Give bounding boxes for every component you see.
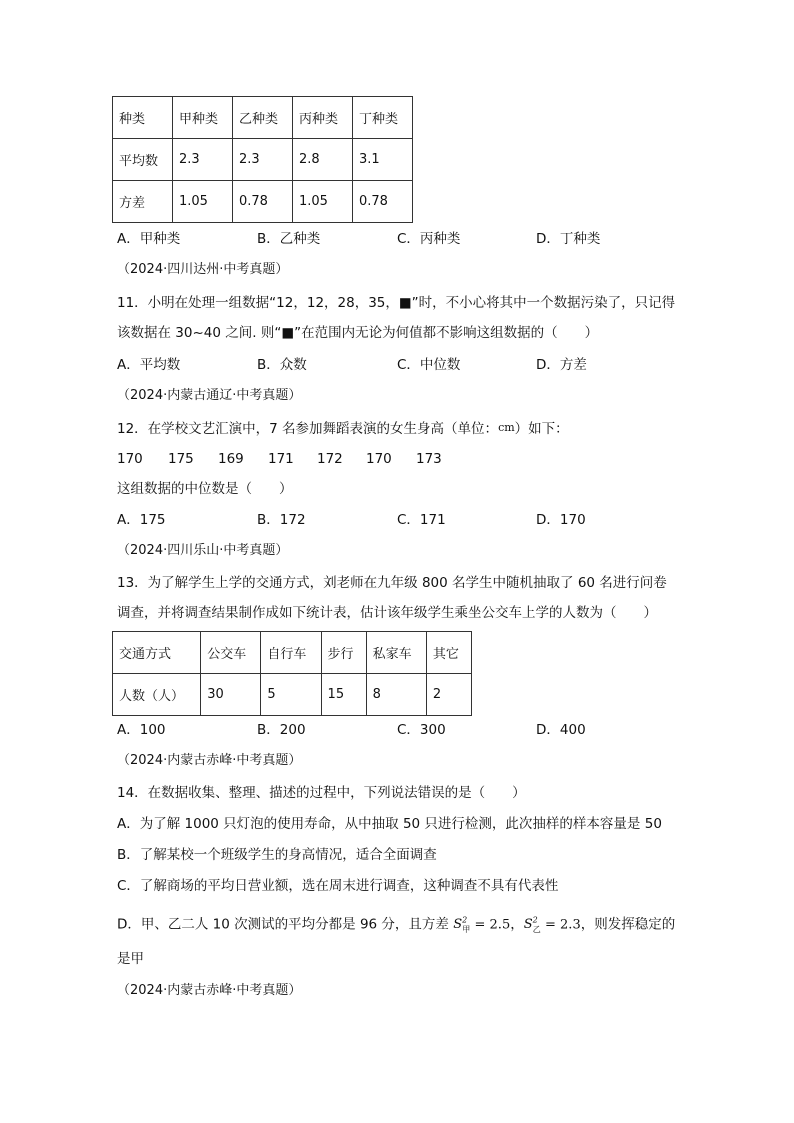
option-d-cont: 是甲 xyxy=(117,951,144,967)
equation-2: = 2.3 xyxy=(545,917,581,933)
table-cell: 交通方式 xyxy=(113,632,201,674)
option-d: D．方差 xyxy=(536,357,587,373)
table-cell: 2.3 xyxy=(173,139,233,181)
table-cell: 0.78 xyxy=(353,181,413,223)
option-d: D．400 xyxy=(536,722,586,738)
table-cell: 1.05 xyxy=(293,181,353,223)
table-cell: 2.8 xyxy=(293,139,353,181)
table-cell: 私家车 xyxy=(366,632,426,674)
table-cell: 30 xyxy=(201,674,261,716)
variance-symbol-yi xyxy=(524,917,541,932)
table-cell: 人数（人） xyxy=(113,674,201,716)
table-cell: 2.3 xyxy=(233,139,293,181)
table-cell: 方差 xyxy=(113,181,173,223)
subscript-yi: 乙 xyxy=(532,924,541,934)
question-source: （2024·内蒙古赤峰·中考真题） xyxy=(117,983,302,998)
superscript-2: 2 xyxy=(532,916,538,925)
variance-s: S xyxy=(523,917,533,933)
question-12-text-cont: 这组数据的中位数是（ ） xyxy=(117,481,293,497)
table-row xyxy=(113,632,472,674)
option-c: C．300 xyxy=(397,722,446,738)
option-c: C．171 xyxy=(397,512,446,528)
option-c: C．中位数 xyxy=(397,357,461,373)
question-13-text: 13．为了解学生上学的交通方式，刘老师在九年级 800 名学生中随机抽取了 60 名进行问卷 xyxy=(117,575,667,591)
question-12-text-post: ）如下： xyxy=(514,421,569,437)
question-source: （2024·内蒙古通辽·中考真题） xyxy=(117,388,302,403)
height-value: 170 xyxy=(117,451,143,467)
option-a: A．平均数 xyxy=(117,357,181,373)
question-11-text-cont: 该数据在 30~40 之间. 则“■”在范围内无论为何值都不影响这组数据的（ ） xyxy=(117,325,599,341)
table-row xyxy=(113,97,413,139)
table-cell: 5 xyxy=(261,674,321,716)
height-value: 169 xyxy=(218,451,244,467)
subscript-jia: 甲 xyxy=(462,924,471,934)
question-14-text: 14．在数据收集、整理、描述的过程中，下列说法错误的是（ ） xyxy=(117,785,526,801)
question-12-text-pre: 12．在学校文艺汇演中，7 名参加舞蹈表演的女生身高（单位： xyxy=(117,421,499,437)
comma: ， xyxy=(510,916,524,933)
question-source: （2024·四川乐山·中考真题） xyxy=(117,543,289,558)
height-value: 172 xyxy=(317,451,343,467)
table-cell: 2 xyxy=(426,674,471,716)
table-cell: 丙种类 xyxy=(293,97,353,139)
option-d: D．丁种类 xyxy=(536,231,601,247)
table-cell: 1.05 xyxy=(173,181,233,223)
question-source: （2024·四川达州·中考真题） xyxy=(117,262,289,277)
option-a: A．100 xyxy=(117,722,166,738)
height-value: 170 xyxy=(366,451,392,467)
option-b: B．了解某校一个班级学生的身高情况，适合全面调查 xyxy=(117,847,437,863)
question-13-text-cont: 调查，并将调查结果制作成如下统计表，估计该年级学生乘坐公交车上学的人数为（ ） xyxy=(117,605,657,621)
table-cell: 其它 xyxy=(426,632,471,674)
table-cell: 自行车 xyxy=(261,632,321,674)
option-b: B．200 xyxy=(257,722,306,738)
table-row xyxy=(113,181,413,223)
superscript-2: 2 xyxy=(462,916,468,925)
variance-s: S xyxy=(453,917,463,933)
table-cell: 种类 xyxy=(113,97,173,139)
table-cell: 步行 xyxy=(321,632,366,674)
question-11-text: 11．小明在处理一组数据“12，12，28，35，■”时，不小心将其中一个数据污染了，只记得 xyxy=(117,295,676,311)
variance-table xyxy=(112,96,413,223)
table-cell: 丁种类 xyxy=(353,97,413,139)
option-d-text-post: ，则发挥稳定的 xyxy=(580,916,676,933)
option-a: A．175 xyxy=(117,512,166,528)
table-row xyxy=(113,674,472,716)
table-cell: 甲种类 xyxy=(173,97,233,139)
transport-table xyxy=(112,631,472,716)
table-cell: 平均数 xyxy=(113,139,173,181)
table-row xyxy=(113,139,413,181)
option-c: C．了解商场的平均日营业额，选在周末进行调查，这种调查不具有代表性 xyxy=(117,878,559,894)
question-12-text xyxy=(117,420,569,437)
option-a: A．为了解 1000 只灯泡的使用寿命，从中抽取 50 只进行检测，此次抽样的样本容量是 50 xyxy=(117,816,662,832)
option-b: B．乙种类 xyxy=(257,231,321,247)
table-cell: 8 xyxy=(366,674,426,716)
option-d-text: D．甲、乙二人 10 次测试的平均分都是 96 分，且方差 xyxy=(117,916,449,933)
variance-symbol-jia xyxy=(453,917,470,932)
question-source: （2024·内蒙古赤峰·中考真题） xyxy=(117,753,302,768)
table-cell: 3.1 xyxy=(353,139,413,181)
option-d: D．170 xyxy=(536,512,586,528)
equation-1: = 2.5 xyxy=(474,917,511,933)
table-cell: 0.78 xyxy=(233,181,293,223)
height-value: 171 xyxy=(268,451,294,467)
height-value: 173 xyxy=(416,451,442,467)
option-b: B．众数 xyxy=(257,357,307,373)
table-cell: 乙种类 xyxy=(233,97,293,139)
option-c: C．丙种类 xyxy=(397,231,461,247)
table-cell: 公交车 xyxy=(201,632,261,674)
unit-cm: cm xyxy=(498,421,515,434)
option-d xyxy=(117,913,675,938)
option-b: B．172 xyxy=(257,512,306,528)
option-a: A．甲种类 xyxy=(117,231,181,247)
height-value: 175 xyxy=(168,451,194,467)
table-cell: 15 xyxy=(321,674,366,716)
